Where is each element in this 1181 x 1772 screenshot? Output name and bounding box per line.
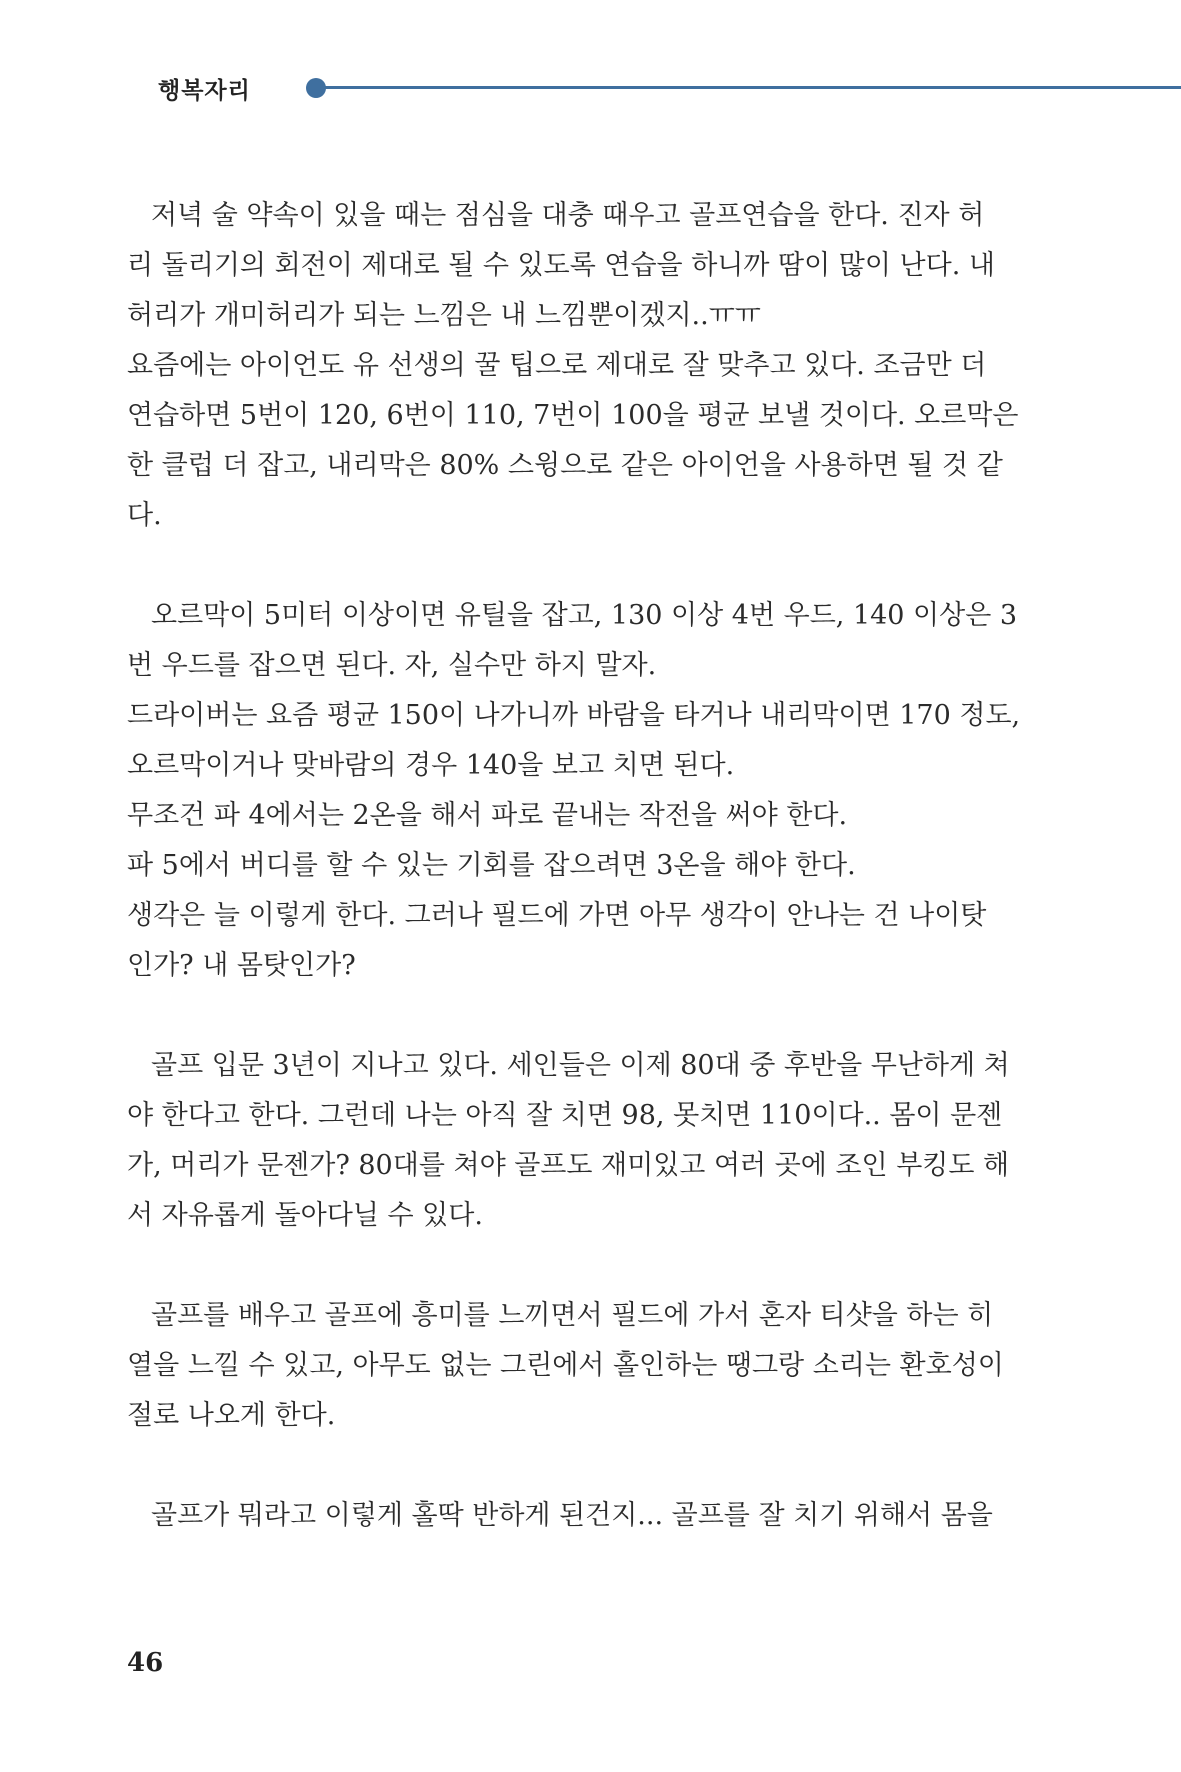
text-line: 야 한다고 한다. 그런데 나는 아직 잘 치면 98, 못치면 110이다.. 몸이 문젠 <box>127 1100 1003 1131</box>
paragraph-5 <box>127 1491 993 1541</box>
text-line: 열을 느낄 수 있고, 아무도 없는 그린에서 홀인하는 땡그랑 소리는 환호성이 <box>127 1350 1004 1381</box>
text-line: 인가? 내 몸탓인가? <box>127 950 356 981</box>
text-line: 골프를 배우고 골프에 흥미를 느끼면서 필드에 가서 혼자 티샷을 하는 히 <box>151 1300 994 1331</box>
text-line: 리 돌리기의 회전이 제대로 될 수 있도록 연습을 하니까 땀이 많이 난다. 내 <box>127 250 995 281</box>
text-line: 번 우드를 잡으면 된다. 자, 실수만 하지 말자. <box>127 650 657 681</box>
text-line: 절로 나오게 한다. <box>127 1400 336 1431</box>
text-line: 생각은 늘 이렇게 한다. 그러나 필드에 가면 아무 생각이 안나는 건 나이탓 <box>127 900 987 931</box>
text-line: 무조건 파 4에서는 2온을 해서 파로 끝내는 작전을 써야 한다. <box>127 800 848 831</box>
text-line: 요즘에는 아이언도 유 선생의 꿀 팁으로 제대로 잘 맞추고 있다. 조금만 더 <box>127 350 987 381</box>
text-line: 서 자유롭게 돌아다닐 수 있다. <box>127 1200 483 1231</box>
running-header <box>0 0 1181 120</box>
header-rule <box>316 86 1181 89</box>
paragraph-3 <box>127 1041 1010 1241</box>
text-line: 파 5에서 버디를 할 수 있는 기회를 잡으려면 3온을 해야 한다. <box>127 850 856 881</box>
text-line: 드라이버는 요즘 평균 150이 나가니까 바람을 타거나 내리막이면 170 정도, <box>127 700 1021 731</box>
paragraph-4 <box>127 1291 1004 1441</box>
text-line: 다. <box>127 500 162 531</box>
text-line: 오르막이 5미터 이상이면 유틸을 잡고, 130 이상 4번 우드, 140 이상은 3 <box>151 600 1018 631</box>
text-line: 골프 입문 3년이 지나고 있다. 세인들은 이제 80대 중 후반을 무난하게 쳐 <box>151 1050 1010 1081</box>
text-line: 연습하면 5번이 120, 6번이 110, 7번이 100을 평균 보낼 것이다. 오르막은 <box>127 400 1019 431</box>
text-line: 허리가 개미허리가 되는 느낌은 내 느낌뿐이겠지..ㅠㅠ <box>127 300 761 331</box>
header-title: 행복자리 <box>158 78 251 104</box>
paragraph-2 <box>127 591 1021 991</box>
text-line: 가, 머리가 문젠가? 80대를 쳐야 골프도 재미있고 여러 곳에 조인 부킹도 해 <box>127 1150 1010 1181</box>
text-line: 오르막이거나 맞바람의 경우 140을 보고 치면 된다. <box>127 750 735 781</box>
header-dot-icon <box>306 78 326 98</box>
text-line: 골프가 뭐라고 이렇게 홀딱 반하게 된건지... 골프를 잘 치기 위해서 몸을 <box>151 1500 993 1531</box>
paragraph-1 <box>127 191 1019 541</box>
page-number: 46 <box>127 1648 164 1678</box>
body-text <box>127 191 1021 1591</box>
text-line: 한 클럽 더 잡고, 내리막은 80% 스윙으로 같은 아이언을 사용하면 될 것 같 <box>127 450 1003 481</box>
text-line: 저녁 술 약속이 있을 때는 점심을 대충 때우고 골프연습을 한다. 진자 허 <box>151 200 985 231</box>
